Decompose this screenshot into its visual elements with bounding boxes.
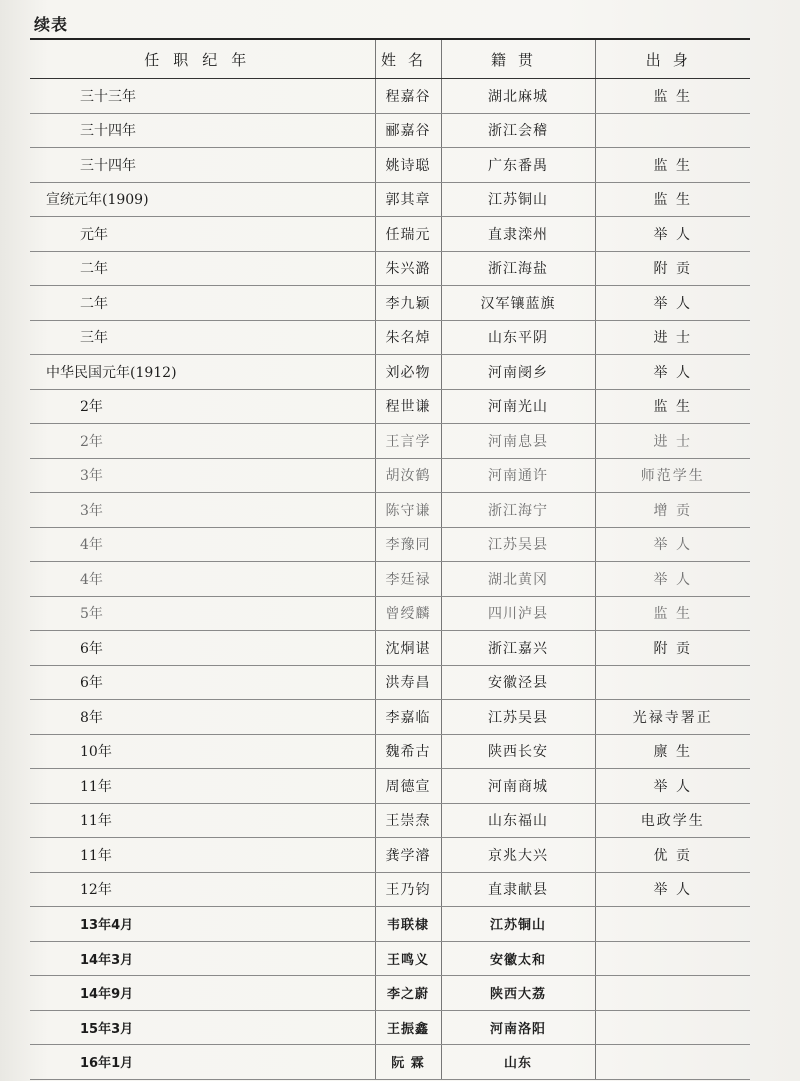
cell-background: 举 人 [595, 217, 750, 252]
cell-name: 王崇焘 [375, 803, 441, 838]
cell-origin: 河南阌乡 [441, 355, 595, 390]
cell-year [30, 251, 375, 286]
cell-year [30, 424, 375, 459]
table-body [30, 79, 750, 1080]
cell-background [595, 1010, 750, 1045]
header-row [30, 40, 750, 79]
cell-year [30, 1045, 375, 1080]
cell-origin: 河南商城 [441, 769, 595, 804]
table-row [30, 320, 750, 355]
year-text: 三十四年 [80, 123, 136, 140]
table-row [30, 838, 750, 873]
cell-name: 李九颖 [375, 286, 441, 321]
cell-name: 王言学 [375, 424, 441, 459]
table-row [30, 803, 750, 838]
cell-year [30, 458, 375, 493]
cell-name: 刘必物 [375, 355, 441, 390]
table-row [30, 631, 750, 666]
cell-name: 朱兴潞 [375, 251, 441, 286]
cell-name: 李廷禄 [375, 562, 441, 597]
table-row [30, 1045, 750, 1080]
cell-origin: 河南洛阳 [441, 1010, 595, 1045]
cell-background [595, 976, 750, 1011]
cell-name: 周德宣 [375, 769, 441, 804]
cell-name: 洪寿昌 [375, 665, 441, 700]
cell-origin: 山东 [441, 1045, 595, 1080]
cell-origin: 河南息县 [441, 424, 595, 459]
cell-name: 魏希古 [375, 734, 441, 769]
cell-name: 龚学濬 [375, 838, 441, 873]
cell-origin: 江苏吴县 [441, 527, 595, 562]
year-text: 元年 [80, 226, 108, 243]
cell-origin: 京兆大兴 [441, 838, 595, 873]
official-roster-table [30, 40, 750, 1080]
year-text: 16年1月 [80, 1056, 134, 1072]
year-text: 5年 [80, 606, 103, 623]
cell-name: 郭其章 [375, 182, 441, 217]
table-row [30, 769, 750, 804]
year-text: 二年 [80, 261, 108, 278]
year-text: 宣统元年(1909) [46, 192, 149, 209]
cell-name: 李豫同 [375, 527, 441, 562]
cell-name: 郦嘉谷 [375, 113, 441, 148]
cell-background: 进 士 [595, 320, 750, 355]
header-name: 姓名 [375, 40, 441, 79]
cell-background: 监 生 [595, 148, 750, 183]
cell-origin: 江苏铜山 [441, 182, 595, 217]
cell-background [595, 1045, 750, 1080]
table-row [30, 872, 750, 907]
table-row [30, 355, 750, 390]
cell-name: 李嘉临 [375, 700, 441, 735]
cell-year [30, 527, 375, 562]
cell-year [30, 148, 375, 183]
cell-origin: 安徽泾县 [441, 665, 595, 700]
cell-year [30, 113, 375, 148]
cell-background: 举 人 [595, 562, 750, 597]
table-row [30, 907, 750, 942]
year-text: 3年 [80, 468, 103, 485]
page-title: 续表 [34, 15, 69, 34]
year-text: 12年 [80, 882, 112, 899]
cell-origin: 浙江海盐 [441, 251, 595, 286]
year-text: 14年9月 [80, 987, 134, 1003]
year-text: 6年 [80, 675, 103, 692]
cell-name: 王乃钧 [375, 872, 441, 907]
cell-background: 电政学生 [595, 803, 750, 838]
cell-background [595, 665, 750, 700]
cell-origin: 山东福山 [441, 803, 595, 838]
cell-year [30, 907, 375, 942]
table-row [30, 217, 750, 252]
cell-background: 进 士 [595, 424, 750, 459]
cell-background: 附 贡 [595, 251, 750, 286]
cell-year [30, 217, 375, 252]
cell-year [30, 596, 375, 631]
cell-name: 程嘉谷 [375, 79, 441, 114]
cell-name: 韦联棣 [375, 907, 441, 942]
cell-background: 监 生 [595, 596, 750, 631]
header-origin: 籍贯 [441, 40, 595, 79]
cell-origin: 广东番禺 [441, 148, 595, 183]
table-row [30, 976, 750, 1011]
cell-name: 曾绶麟 [375, 596, 441, 631]
table-row [30, 1010, 750, 1045]
cell-origin: 浙江海宁 [441, 493, 595, 528]
year-text: 11年 [80, 847, 112, 864]
cell-origin: 直隶滦州 [441, 217, 595, 252]
cell-year [30, 562, 375, 597]
cell-origin: 河南光山 [441, 389, 595, 424]
cell-origin: 汉军镶蓝旗 [441, 286, 595, 321]
cell-name: 王鸣义 [375, 941, 441, 976]
cell-name: 阮 霖 [375, 1045, 441, 1080]
cell-year [30, 838, 375, 873]
year-text: 6年 [80, 640, 103, 657]
year-text: 10年 [80, 744, 112, 761]
table-row [30, 251, 750, 286]
cell-background [595, 113, 750, 148]
table-row [30, 941, 750, 976]
table-row [30, 458, 750, 493]
cell-background: 举 人 [595, 286, 750, 321]
table-row [30, 424, 750, 459]
cell-name: 朱名焯 [375, 320, 441, 355]
cell-background: 优 贡 [595, 838, 750, 873]
cell-year [30, 734, 375, 769]
header-year: 任职纪年 [30, 40, 375, 79]
year-text: 3年 [80, 502, 103, 519]
cell-year [30, 286, 375, 321]
cell-background [595, 907, 750, 942]
cell-origin: 江苏铜山 [441, 907, 595, 942]
year-text: 三十三年 [80, 88, 136, 105]
year-text: 4年 [80, 571, 103, 588]
cell-background: 师范学生 [595, 458, 750, 493]
cell-origin: 直隶献县 [441, 872, 595, 907]
header-background: 出身 [595, 40, 750, 79]
cell-year [30, 389, 375, 424]
year-text: 4年 [80, 537, 103, 554]
year-text: 14年3月 [80, 952, 134, 968]
cell-background: 举 人 [595, 355, 750, 390]
cell-origin: 山东平阴 [441, 320, 595, 355]
cell-background: 监 生 [595, 79, 750, 114]
cell-origin: 安徽太和 [441, 941, 595, 976]
cell-year [30, 1010, 375, 1045]
year-text: 11年 [80, 813, 112, 830]
cell-background [595, 941, 750, 976]
table-row [30, 665, 750, 700]
year-text: 15年3月 [80, 1021, 134, 1037]
cell-year [30, 631, 375, 666]
table-row [30, 596, 750, 631]
cell-name: 程世谦 [375, 389, 441, 424]
cell-origin: 四川泸县 [441, 596, 595, 631]
cell-year [30, 941, 375, 976]
table-row [30, 527, 750, 562]
cell-name: 任瑞元 [375, 217, 441, 252]
cell-year [30, 355, 375, 390]
cell-background: 光禄寺署正 [595, 700, 750, 735]
table-row [30, 79, 750, 114]
year-text: 二年 [80, 295, 108, 312]
table-row [30, 182, 750, 217]
cell-name: 王振鑫 [375, 1010, 441, 1045]
cell-background: 举 人 [595, 872, 750, 907]
cell-name: 姚诗聪 [375, 148, 441, 183]
cell-origin: 江苏吴县 [441, 700, 595, 735]
cell-year [30, 493, 375, 528]
cell-name: 沈烔谌 [375, 631, 441, 666]
year-text: 2年 [80, 399, 103, 416]
table-row [30, 700, 750, 735]
cell-year [30, 769, 375, 804]
cell-year [30, 79, 375, 114]
cell-origin: 浙江会稽 [441, 113, 595, 148]
cell-year [30, 182, 375, 217]
cell-year [30, 320, 375, 355]
year-text: 8年 [80, 709, 103, 726]
cell-origin: 陕西大荔 [441, 976, 595, 1011]
table-row [30, 562, 750, 597]
table-row [30, 113, 750, 148]
cell-year [30, 976, 375, 1011]
cell-background: 监 生 [595, 389, 750, 424]
year-text: 2年 [80, 433, 103, 450]
year-text: 中华民国元年(1912) [46, 364, 177, 381]
table-row [30, 286, 750, 321]
cell-year [30, 803, 375, 838]
year-text: 13年4月 [80, 918, 134, 934]
cell-name: 陈守谦 [375, 493, 441, 528]
cell-background: 附 贡 [595, 631, 750, 666]
cell-background: 增 贡 [595, 493, 750, 528]
year-text: 三年 [80, 330, 108, 347]
cell-year [30, 665, 375, 700]
table-row [30, 493, 750, 528]
table-row [30, 734, 750, 769]
cell-year [30, 872, 375, 907]
cell-origin: 河南通许 [441, 458, 595, 493]
cell-origin: 湖北黄冈 [441, 562, 595, 597]
year-text: 11年 [80, 778, 112, 795]
year-text: 三十四年 [80, 157, 136, 174]
cell-background: 举 人 [595, 527, 750, 562]
table-row [30, 148, 750, 183]
cell-background: 廪 生 [595, 734, 750, 769]
cell-origin: 湖北麻城 [441, 79, 595, 114]
table-row [30, 389, 750, 424]
cell-background: 监 生 [595, 182, 750, 217]
cell-background: 举 人 [595, 769, 750, 804]
cell-name: 胡汝鹤 [375, 458, 441, 493]
cell-origin: 浙江嘉兴 [441, 631, 595, 666]
cell-name: 李之蔚 [375, 976, 441, 1011]
cell-origin: 陕西长安 [441, 734, 595, 769]
cell-year [30, 700, 375, 735]
